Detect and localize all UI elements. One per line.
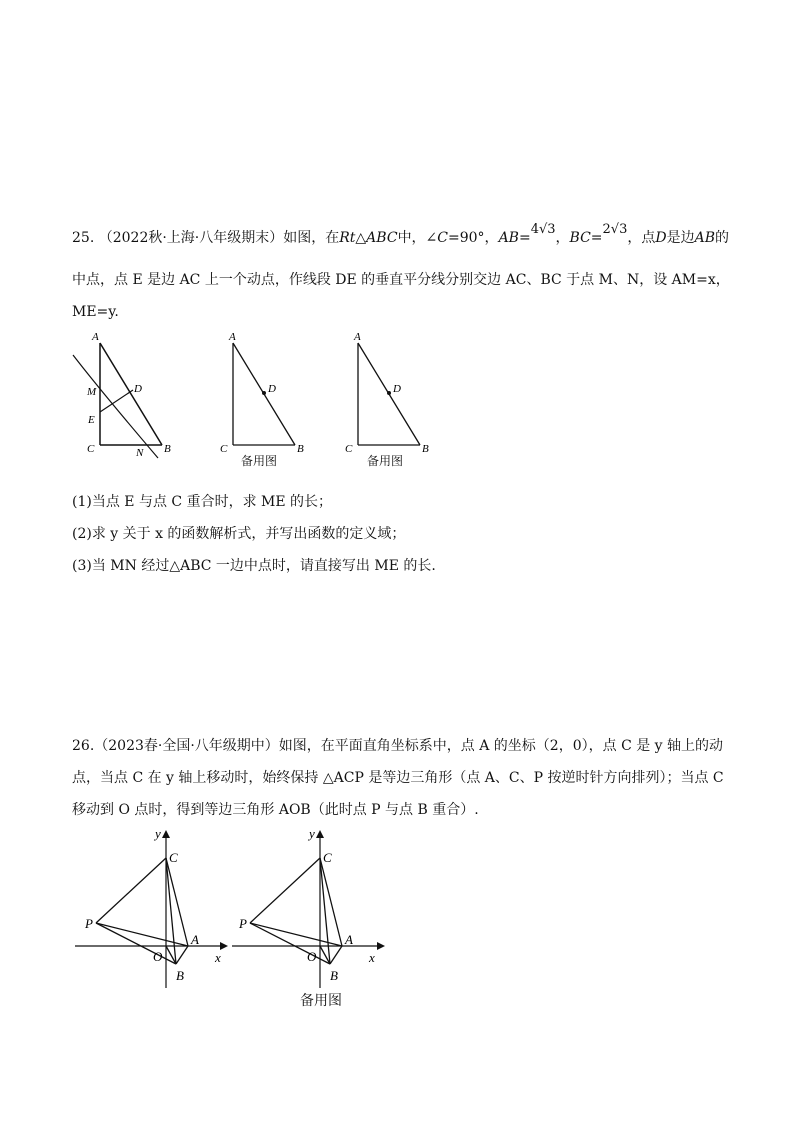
q25-figure-spare-1 xyxy=(215,330,315,455)
q26-line2: 点，当点 C 在 y 轴上移动时，始终保持 △ACP 是等边三角形（点 A、C、P 按逆时针方向排列）；当点 C xyxy=(72,770,724,786)
label-e: E xyxy=(88,414,95,426)
svg-text:C: C xyxy=(345,443,353,455)
svg-text:D: D xyxy=(393,383,401,395)
svg-text:C: C xyxy=(169,850,178,865)
svg-text:x: x xyxy=(369,950,375,965)
q25-line1: 25. （2022秋·上海·八年级期末）如图，在Rt△ABC中，∠C=90°，AB=4√3，BC=2√3，点D是边AB的 xyxy=(72,222,729,246)
label-n: N xyxy=(136,447,144,459)
label-c: C xyxy=(87,443,95,455)
q25-line3: ME=y. xyxy=(72,304,119,320)
q25-figure-main xyxy=(70,330,180,460)
q26-spare-caption: 备用图 xyxy=(300,993,342,1009)
svg-text:y: y xyxy=(155,826,161,841)
svg-text:O: O xyxy=(307,949,317,964)
svg-text:y: y xyxy=(309,826,315,841)
bisector-mn xyxy=(73,355,158,458)
svg-text:O: O xyxy=(153,949,163,964)
label-b: B xyxy=(164,443,171,455)
q26-figure-main xyxy=(75,828,235,993)
svg-text:A: A xyxy=(229,331,236,343)
ab-value: 4√3 xyxy=(530,222,556,237)
svg-text:A: A xyxy=(345,932,353,947)
q25-spare-caption-2: 备用图 xyxy=(367,454,404,468)
q25-sub3: (3)当 MN 经过△ABC 一边中点时，请直接写出 ME 的长. xyxy=(72,558,436,574)
svg-text:P: P xyxy=(85,916,93,931)
q25-spare-caption-1: 备用图 xyxy=(241,454,278,468)
q25-figure-spare-2 xyxy=(340,330,440,455)
q26-line3: 移动到 O 点时，得到等边三角形 AOB（此时点 P 与点 B 重合）. xyxy=(72,802,479,818)
q26-line1: 26.（2023春·全国·八年级期中）如图，在平面直角坐标系中，点 A 的坐标（2，0），点 C 是 y 轴上的动 xyxy=(72,738,724,754)
bc-value: 2√3 xyxy=(602,222,628,237)
svg-text:A: A xyxy=(191,932,199,947)
q25-sub2: (2)求 y 关于 x 的函数解析式，并写出函数的定义域； xyxy=(72,526,406,542)
svg-text:D: D xyxy=(268,383,276,395)
svg-text:P: P xyxy=(239,916,247,931)
q26-figure-spare xyxy=(232,828,392,993)
svg-text:x: x xyxy=(215,950,221,965)
label-m: M xyxy=(87,386,97,398)
q25-line2: 中点，点 E 是边 AC 上一个动点，作线段 DE 的垂直平分线分别交边 AC、BC 于点 M、N，设 AM=x， xyxy=(72,272,730,288)
svg-text:C: C xyxy=(220,443,228,455)
label-d: D xyxy=(134,383,142,395)
svg-text:A: A xyxy=(354,331,361,343)
svg-text:C: C xyxy=(323,850,332,865)
q25-sub1: (1)当点 E 与点 C 重合时，求 ME 的长； xyxy=(72,494,333,510)
svg-text:B: B xyxy=(330,968,338,983)
label-a: A xyxy=(92,331,99,343)
svg-text:B: B xyxy=(297,443,304,455)
svg-text:B: B xyxy=(176,968,184,983)
side-ab xyxy=(100,343,162,445)
svg-text:B: B xyxy=(422,443,429,455)
